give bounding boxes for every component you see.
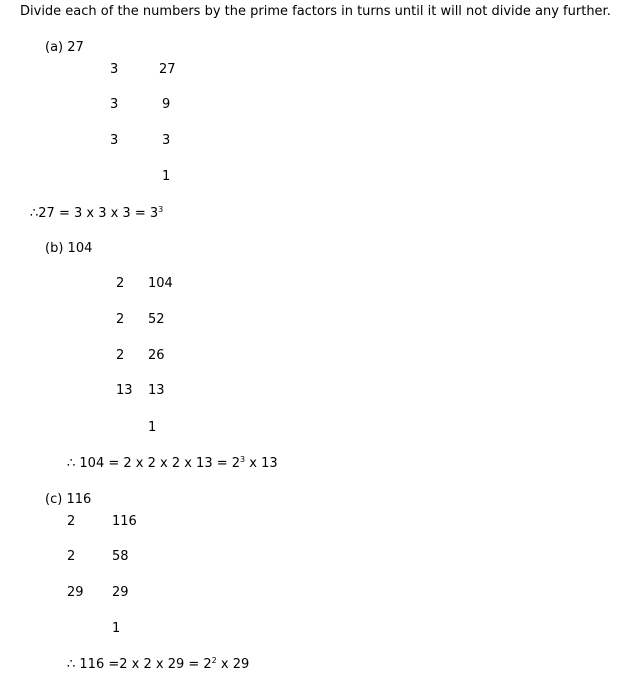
divisor: 2 xyxy=(116,348,125,363)
quotient: 9 xyxy=(162,97,171,112)
result-text: ∴ 104 = 2 x 2 x 2 x 13 = 2 xyxy=(67,456,241,471)
result-text: ∴ 116 =2 x 2 x 29 = 2 xyxy=(67,657,212,672)
result-line xyxy=(30,206,163,222)
divisor: 2 xyxy=(67,514,76,529)
quotient: 13 xyxy=(148,383,165,398)
quotient: 52 xyxy=(148,312,165,327)
result-tail: x 13 xyxy=(245,456,278,471)
part-b-heading xyxy=(45,241,92,257)
divisor: 3 xyxy=(110,62,119,77)
result-line xyxy=(67,657,249,673)
part-number: 104 xyxy=(67,241,93,256)
divisor: 3 xyxy=(110,97,119,112)
quotient: 1 xyxy=(162,169,171,184)
result-exponent: 2 xyxy=(211,656,217,665)
part-number: 116 xyxy=(66,492,92,507)
result-exponent: 3 xyxy=(158,205,164,214)
divisor: 29 xyxy=(67,585,84,600)
part-label: (b) xyxy=(45,241,64,256)
divisor: 13 xyxy=(116,383,133,398)
result-text: ∴27 = 3 x 3 x 3 = 3 xyxy=(30,206,159,221)
quotient: 1 xyxy=(148,420,157,435)
part-label: (c) xyxy=(45,492,63,507)
divisor: 2 xyxy=(116,312,125,327)
part-number: 27 xyxy=(67,40,84,55)
result-tail: x 29 xyxy=(216,657,250,672)
instruction: Divide each of the numbers by the prime factors in turns until it will not divide any further. xyxy=(20,4,611,19)
divisor: 2 xyxy=(116,276,125,291)
quotient: 27 xyxy=(159,62,176,77)
quotient: 58 xyxy=(112,549,129,564)
result-exponent: 3 xyxy=(240,455,246,464)
divisor: 3 xyxy=(110,133,119,148)
divisor: 2 xyxy=(67,549,76,564)
result-line xyxy=(67,456,278,472)
part-c-heading xyxy=(45,492,91,508)
quotient: 104 xyxy=(148,276,173,291)
quotient: 3 xyxy=(162,133,171,148)
part-a-heading xyxy=(45,40,84,56)
quotient: 29 xyxy=(112,585,129,600)
part-label: (a) xyxy=(45,40,64,55)
quotient: 1 xyxy=(112,621,121,636)
quotient: 116 xyxy=(112,514,137,529)
quotient: 26 xyxy=(148,348,165,363)
